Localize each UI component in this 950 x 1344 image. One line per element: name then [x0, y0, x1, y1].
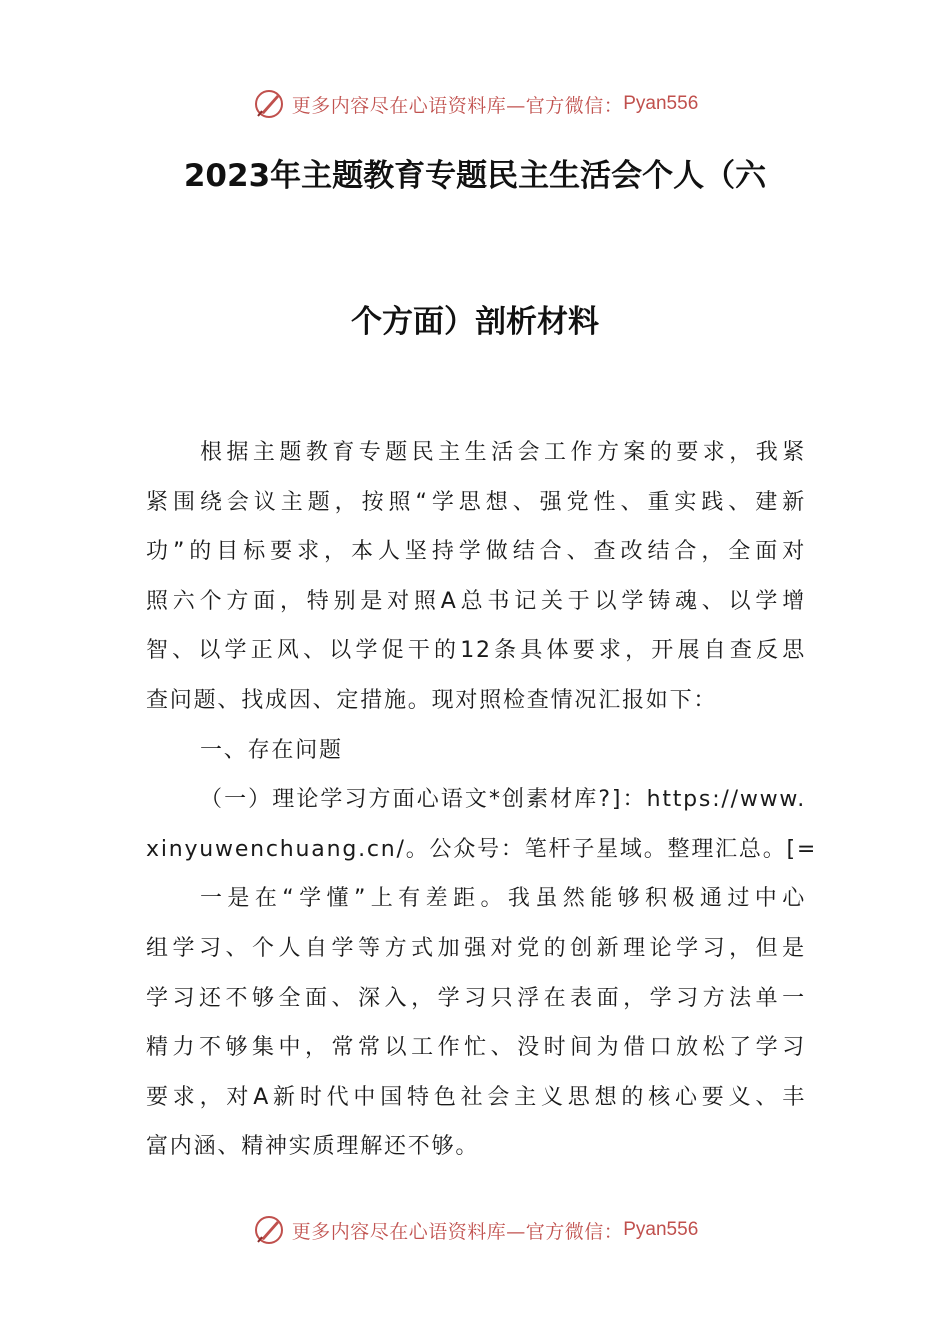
document-title-line-1: 2023年主题教育专题民主生活会个人（六 — [183, 158, 767, 194]
section-heading: 一、存在问题 — [200, 737, 343, 763]
quill-pen-logo-icon — [252, 87, 286, 121]
document-title-line-2: 个方面）剖析材料 — [351, 304, 599, 340]
watermark-text: 更多内容尽在心语资料库—官方微信： — [291, 94, 624, 117]
paragraph-line: 精力不够集中，常常以工作忙、没时间为借口放松了学习 — [146, 1035, 806, 1061]
intro-line: 照六个方面，特别是对照A总书记关于以学铸魂、以学增 — [146, 588, 806, 614]
intro-line: 功”的目标要求，本人坚持学做结合、查改结合，全面对 — [146, 539, 806, 565]
document-body — [146, 428, 818, 1172]
paragraph-line: 学习还不够全面、深入，学习只浮在表面，学习方法单一 — [146, 985, 806, 1011]
footer-watermark — [0, 1210, 950, 1250]
watermark-wechat-id: Pyan556 — [623, 93, 699, 114]
header-watermark — [0, 84, 950, 124]
intro-line: 紧围绕会议主题，按照“学思想、强党性、重实践、建新 — [146, 489, 806, 515]
subsection-heading-line: （一）理论学习方面心语文*创素材库?]：https://www. — [200, 787, 806, 813]
subsection-heading-line: xinyuwenchuang.cn/。公众号：笔杆子星域。整理汇总。[= — [146, 836, 818, 862]
intro-line: 查问题、找成因、定措施。现对照检查情况汇报如下： — [146, 687, 718, 713]
paragraph-line: 要求，对A新时代中国特色社会主义思想的核心要义、丰 — [146, 1084, 806, 1110]
paragraph-line: 组学习、个人自学等方式加强对党的创新理论学习，但是 — [146, 935, 806, 961]
intro-line: 根据主题教育专题民主生活会工作方案的要求，我紧 — [200, 440, 806, 465]
watermark-text: 更多内容尽在心语资料库—官方微信： — [291, 1220, 624, 1243]
quill-pen-logo-icon — [252, 1213, 286, 1247]
paragraph-line: 一是在“学懂”上有差距。我虽然能够积极通过中心 — [200, 886, 806, 912]
intro-line: 智、以学正风、以学促干的12条具体要求，开展自查反思 — [146, 638, 806, 664]
paragraph-line: 富内涵、精神实质理解还不够。 — [146, 1134, 480, 1160]
watermark-wechat-id: Pyan556 — [623, 1219, 699, 1240]
